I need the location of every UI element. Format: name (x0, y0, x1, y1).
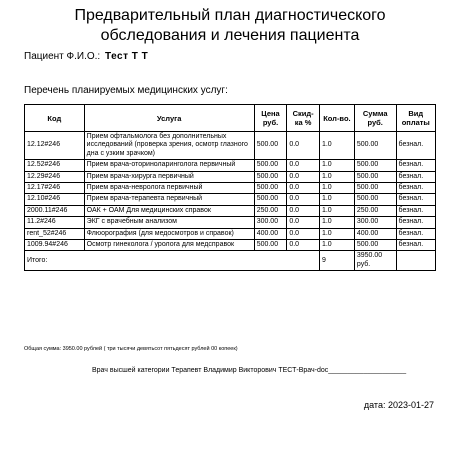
cell-code: 12.12#246 (25, 132, 85, 160)
table-row (25, 194, 436, 205)
cell-discount: 0.0 (287, 194, 320, 205)
cell-service: ОАК + ОАМ Для медицинских справок (84, 205, 254, 216)
cell-discount: 0.0 (287, 240, 320, 251)
cell-payment: безнал. (396, 132, 435, 160)
services-list-label: Перечень планируемых медицинских услуг: (24, 85, 228, 96)
cell-discount: 0.0 (287, 228, 320, 239)
document-title (0, 6, 460, 46)
cell-sum: 500.00 (354, 171, 396, 182)
cell-sum: 250.00 (354, 205, 396, 216)
total-label: Итого: (25, 251, 320, 271)
cell-sum: 300.00 (354, 217, 396, 228)
header-price: Цена руб. (254, 105, 287, 132)
cell-code: 12.17#246 (25, 183, 85, 194)
cell-sum: 500.00 (354, 194, 396, 205)
cell-service: Прием врача-хирурга первичный (84, 171, 254, 182)
title-line-1: Предварительный план диагностического (74, 7, 386, 24)
cell-code: 11.2#246 (25, 217, 85, 228)
cell-price: 500.00 (254, 194, 287, 205)
cell-price: 500.00 (254, 240, 287, 251)
cell-discount: 0.0 (287, 183, 320, 194)
table-total-row (25, 251, 436, 271)
cell-code: rent_52#246 (25, 228, 85, 239)
cell-discount: 0.0 (287, 160, 320, 171)
cell-qty: 1.0 (319, 183, 354, 194)
cell-code: 12.10#246 (25, 194, 85, 205)
header-sum: Сумма руб. (354, 105, 396, 132)
cell-payment: безнал. (396, 240, 435, 251)
cell-discount: 0.0 (287, 217, 320, 228)
cell-price: 500.00 (254, 160, 287, 171)
cell-sum: 500.00 (354, 132, 396, 160)
cell-qty: 1.0 (319, 205, 354, 216)
cell-service: Прием врача-невролога первичный (84, 183, 254, 194)
patient-name: Тест Т Т (104, 51, 149, 62)
total-empty (396, 251, 435, 271)
cell-price: 250.00 (254, 205, 287, 216)
cell-sum: 500.00 (354, 240, 396, 251)
cell-qty: 1.0 (319, 194, 354, 205)
cell-payment: безнал. (396, 228, 435, 239)
cell-discount: 0.0 (287, 132, 320, 160)
cell-price: 500.00 (254, 171, 287, 182)
doctor-signature-line: Врач высшей категории Терапевт Владимир Викторович ТЕСТ-Врач-doc____________________ (92, 367, 407, 374)
cell-sum: 500.00 (354, 183, 396, 194)
cell-service: Осмотр гинеколога / уролога для медсправок (84, 240, 254, 251)
cell-price: 300.00 (254, 217, 287, 228)
cell-price: 500.00 (254, 132, 287, 160)
header-payment: Вид оплаты (396, 105, 435, 132)
header-discount: Скид-ка % (287, 105, 320, 132)
table-row (25, 217, 436, 228)
table-row (25, 171, 436, 182)
cell-qty: 1.0 (319, 240, 354, 251)
cell-sum: 400.00 (354, 228, 396, 239)
cell-code: 12.52#246 (25, 160, 85, 171)
table-row (25, 228, 436, 239)
patient-line (24, 51, 148, 62)
cell-service: Прием врача-терапевта первичный (84, 194, 254, 205)
cell-service: ЭКГ с врачебным анализом (84, 217, 254, 228)
cell-discount: 0.0 (287, 171, 320, 182)
title-line-2: обследования и лечения пациента (100, 27, 360, 44)
total-qty: 9 (319, 251, 354, 271)
table-row (25, 183, 436, 194)
table-row (25, 160, 436, 171)
cell-payment: безнал. (396, 171, 435, 182)
cell-qty: 1.0 (319, 228, 354, 239)
cell-payment: безнал. (396, 160, 435, 171)
patient-label: Пациент Ф.И.О.: (24, 51, 101, 62)
services-table-body (25, 105, 436, 271)
cell-qty: 1.0 (319, 160, 354, 171)
cell-qty: 1.0 (319, 171, 354, 182)
table-header-row (25, 105, 436, 132)
header-code: Код (25, 105, 85, 132)
cell-code: 2000.11#246 (25, 205, 85, 216)
header-service: Услуга (84, 105, 254, 132)
table-row (25, 205, 436, 216)
cell-code: 12.29#246 (25, 171, 85, 182)
table-row (25, 132, 436, 160)
cell-price: 400.00 (254, 228, 287, 239)
cell-service: Прием офтальмолога без дополнительных исследований (проверка зрения, осмотр глазного дна с узким зрачком) (84, 132, 254, 160)
document-date: дата: 2023-01-27 (363, 400, 434, 410)
total-sum: 3950.00 руб. (354, 251, 396, 271)
cell-sum: 500.00 (354, 160, 396, 171)
cell-payment: безнал. (396, 205, 435, 216)
cell-price: 500.00 (254, 183, 287, 194)
total-amount-in-words: Общая сумма: 3950.00 рублей ( три тысячи девятьсот пятьдесят рублей 00 копеек) (24, 346, 238, 352)
table-row (25, 240, 436, 251)
cell-payment: безнал. (396, 217, 435, 228)
header-qty: Кол-во. (319, 105, 354, 132)
services-table (24, 104, 436, 271)
cell-payment: безнал. (396, 183, 435, 194)
cell-code: 1009.94#246 (25, 240, 85, 251)
cell-qty: 1.0 (319, 217, 354, 228)
cell-service: Прием врача-оториноларинголога первичный (84, 160, 254, 171)
cell-qty: 1.0 (319, 132, 354, 160)
cell-service: Флюорография (для медосмотров и справок) (84, 228, 254, 239)
cell-discount: 0.0 (287, 205, 320, 216)
cell-payment: безнал. (396, 194, 435, 205)
